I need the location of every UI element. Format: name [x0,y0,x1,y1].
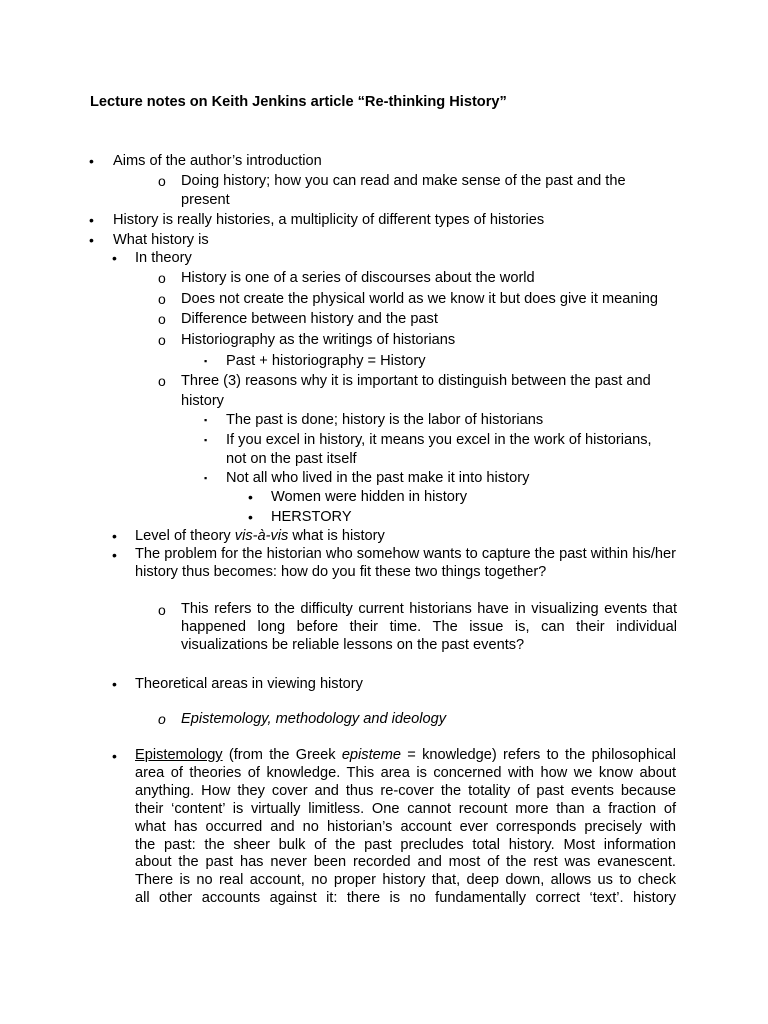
list-item-continuation: not on the past itself [226,451,357,467]
bullet-disc-icon: • [89,153,94,169]
list-item: The past is done; history is the labor of historians [226,412,544,428]
text-run: = knowledge) refers to the philosophical [401,747,676,763]
paragraph-line: about the past has never been recorded and most of the rest was evanescent. [135,854,676,871]
bullet-disc-icon: • [112,676,117,692]
bullet-circle-icon: o [158,373,166,389]
bullet-disc-icon: • [112,250,117,266]
italic-text: vis-à-vis [234,528,289,544]
list-item: Theoretical areas in viewing history [135,676,363,692]
list-item: What history is [113,232,209,248]
italic-text: episteme [341,747,402,763]
list-item: Historiography as the writings of historians [181,332,456,348]
paragraph-line: their ‘content’ is virtually limitless. One cannot recount more than a fraction of [135,800,676,817]
list-item: HERSTORY [271,509,352,525]
list-item: Epistemology, methodology and ideology [181,711,447,727]
text-run: Level of theory [135,528,235,544]
epistemology-paragraph [135,747,676,908]
paragraph-line: anything. How they cover and thus re-cover the totality of past events because [135,782,676,799]
list-item: If you excel in history, it means you excel in the work of historians, [226,432,652,448]
bullet-disc-icon: • [89,212,94,228]
list-item: Difference between history and the past [181,311,438,327]
list-item: Aims of the author’s introduction [113,153,322,169]
bullet-disc-icon: • [248,489,253,505]
text-run: what is history [288,528,385,544]
list-item: Not all who lived in the past make it into history [226,470,530,486]
bullet-circle-icon: o [158,311,166,327]
bullet-disc-icon: • [112,748,117,764]
bullet-disc-icon: • [112,547,117,563]
list-item: In theory [135,250,192,266]
list-item [135,527,385,545]
bullet-circle-icon: o [158,602,166,618]
list-item: Does not create the physical world as we know it but does give it meaning [181,291,658,307]
paragraph-line: what has occurred and no historian’s account ever corresponds precisely with [135,818,676,835]
text-run: (from the Greek [222,747,342,763]
document-title: Lecture notes on Keith Jenkins article “Re-thinking History” [90,94,507,110]
list-item-continuation: present [181,192,230,208]
bullet-square-icon: ▪ [204,415,208,425]
bullet-disc-icon: • [248,509,253,525]
bullet-circle-icon: o [158,291,166,307]
bullet-disc-icon: • [112,528,117,544]
bullet-square-icon: ▪ [204,473,208,483]
paragraph-line: area of theories of knowledge. This area is concerned with how we know about [135,764,676,781]
list-item: Doing history; how you can read and make sense of the past and the [181,173,626,189]
list-item: Three (3) reasons why it is important to distinguish between the past and [181,373,651,389]
bullet-circle-icon: o [158,173,166,189]
list-item: Women were hidden in history [271,489,468,505]
list-item: This refers to the difficulty current historians have in visualizing events that happened long before their time. The issue is, can their individual visualizations be reliable lessons on the past events? [181,601,677,653]
bullet-circle-icon: o [158,270,166,286]
paragraph-line: the past: the sheer bulk of the past precludes total history. Most information [135,836,676,853]
list-item: History is one of a series of discourses about the world [181,270,535,286]
list-item: History is really histories, a multiplicity of different types of histories [113,212,545,228]
paragraph-line: all other accounts against it: there is no fundamentally correct ‘text’. history [135,890,676,907]
bullet-circle-icon: o [158,711,166,727]
paragraph-line [135,747,676,765]
bullet-square-icon: ▪ [204,435,208,445]
bullet-circle-icon: o [158,332,166,348]
list-item: The problem for the historian who somehow wants to capture the past within his/her history thus becomes: how do you fit these two things together? [135,546,676,580]
list-item-continuation: history [181,393,224,409]
underlined-term: Epistemology [135,747,223,763]
bullet-disc-icon: • [89,232,94,248]
paragraph-line: There is no real account, no proper history that, deep down, allows us to check [135,872,676,889]
bullet-square-icon: ▪ [204,356,208,366]
list-item: Past + historiography = History [226,353,426,369]
